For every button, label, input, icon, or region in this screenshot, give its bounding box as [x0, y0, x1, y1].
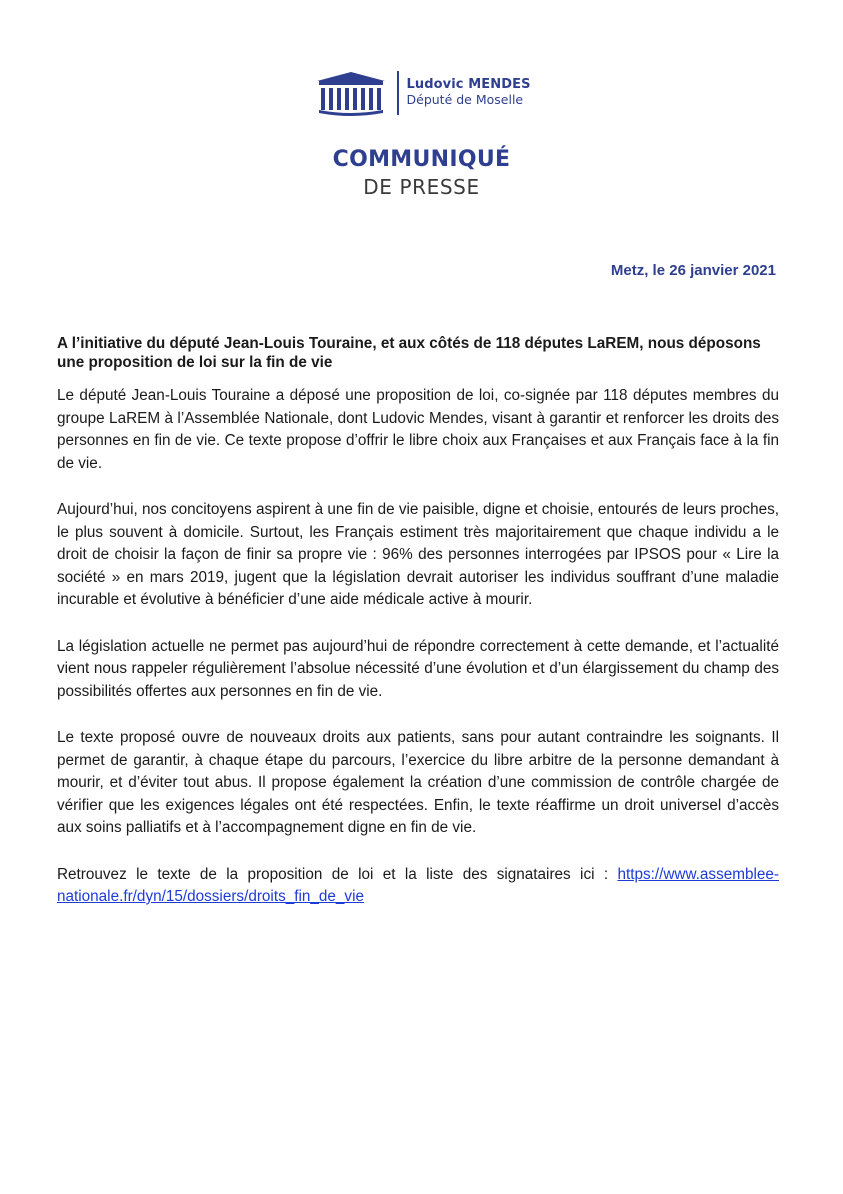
assemblee-nationale-icon	[315, 70, 387, 116]
body-paragraph: Le texte proposé ouvre de nouveaux droits aux patients, sans pour autant contraindre les soignants. Il permet de garantir, à chaque étape du parcours, l’exercice du libre arbitre de la personne demandant à mourir, et d’éviter tout abus. Il propose également la création d’une commission de contrôle chargée de vérifier que les exigences légales ont été respectées. Enfin, le texte réaffirme un droit universel d’accès aux soins palliatifs et à l’accompagnement digne en fin de vie.	[57, 729, 779, 836]
proposal-link[interactable]: https://www.assemblee-nationale.fr/dyn/15/dossiers/droits_fin_de_vie	[57, 865, 779, 905]
press-release-body	[57, 334, 779, 933]
body-paragraph: Le député Jean-Louis Touraine a déposé une proposition de loi, co-signée par 118 députes membres du groupe LaREM à l’Assemblée Nationale, dont Ludovic Mendes, visant à garantir et renforcer les droits des personnes en fin de vie. Ce texte propose d’offrir le libre choix aux Françaises et aux Français face à la fin de vie.	[57, 387, 779, 472]
letterhead-text	[407, 78, 531, 107]
body-paragraph: Aujourd’hui, nos concitoyens aspirent à une fin de vie paisible, digne et choisie, entourés de leurs proches, le plus souvent à domicile. Surtout, les Français estiment très majoritairement que chaque individu a le droit de choisir la façon de finir sa propre vie : 96% des personnes interrogées par IPSOS pour « Lire la société » en mars 2019, jugent que la législation devrait autoriser les individus souffrant d’une maladie incurable et évolutive à bénéficier d’une aide médicale active à mourir.	[57, 501, 779, 608]
deputy-role: Député de Moselle	[406, 92, 524, 108]
letterhead-divider	[397, 71, 399, 115]
document-type-heading	[0, 146, 843, 200]
body-paragraph: La législation actuelle ne permet pas aujourd’hui de répondre correctement à cette demande, et l’actualité vient nous rappeler régulièrement l’absolue nécessité d’une évolution et d’un élargissement du champ des possibilités offertes aux personnes en fin de vie.	[57, 637, 779, 700]
press-release-headline: A l’initiative du député Jean-Louis Touraine, et aux côtés de 118 députes LaREM, nous déposons une proposition de loi sur la fin de vie	[57, 335, 761, 371]
place-and-date: Metz, le 26 janvier 2021	[610, 262, 776, 279]
document-type-main: COMMUNIQUÉ	[332, 147, 511, 172]
document-type-sub: DE PRESSE	[363, 175, 480, 199]
closing-text: Retrouvez le texte de la proposition de loi et la liste des signataires ici :	[57, 865, 618, 883]
letterhead	[315, 70, 531, 116]
closing-paragraph	[57, 864, 779, 909]
deputy-name: Ludovic MENDES	[406, 77, 531, 93]
